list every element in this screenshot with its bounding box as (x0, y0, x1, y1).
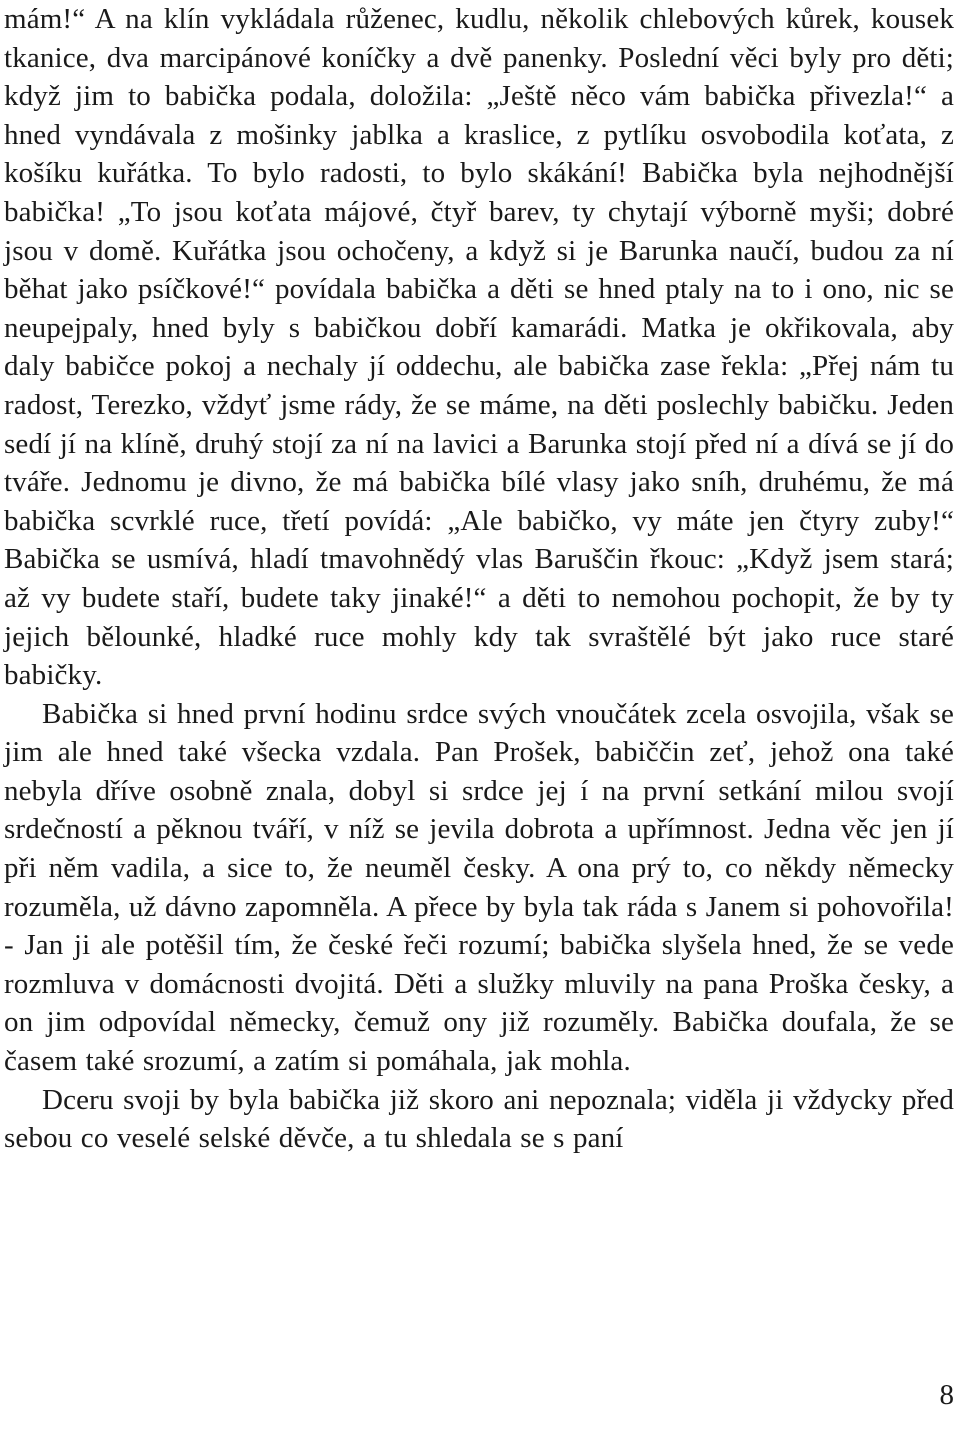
paragraph-1: mám!“ A na klín vykládala růženec, kudlu, několik chlebových kůrek, kousek tkanice, dva marcipánové koníčky a dvě panenky. Poslední věci byly pro děti; když jim to babička podala, doložila: „Ještě něco vám babička přivezla!“ a hned vyndávala z mošinky jablka a kraslice, z pytlíku osvobodila koťata, z košíku kuřátka. To bylo radosti, to bylo skákání! Babička byla nejhodnější babička! „To jsou koťata májové, čtyř barev, ty chytají výborně myši; dobré jsou v domě. Kuřátka jsou ochočeny, a když si je Barunka naučí, budou za ní běhat jako psíčkové!“ povídala babička a děti se hned ptaly na to i ono, nic se neupejpaly, hned byly s babičkou dobří kamarádi. Matka je okřikovala, aby daly babičce pokoj a nechaly jí oddechu, ale babička zase řekla: „Přej nám tu radost, Terezko, vždyť jsme rády, že se máme, na děti poslechly babičku. Jeden sedí jí na klíně, druhý stojí za ní na lavici a Barunka stojí před ní a dívá se jí do tváře. Jednomu je divno, že má babička bílé vlasy jako sníh, druhému, že má babička scvrklé ruce, třetí povídá: „Ale babičko, vy máte jen čtyry zuby!“ Babička se usmívá, hladí tmavohnědý vlas Baruščin řkouc: „Když jsem stará; až vy budete staří, budete taky jinaké!“ a děti to nemohou pochopit, že by ty jejich bělounké, hladké ruce mohly kdy tak svraštělé být jako ruce staré babičky. (4, 3, 954, 692)
page-number: 8 (939, 1379, 954, 1411)
paragraph-2: Babička si hned první hodinu srdce svých vnoučátek zcela osvojila, však se jim ale hned také všecka vzdala. Pan Prošek, babiččin zeť, jehož ona také nebyla dříve osobně znala, dobyl si srdce jej í na první setkání milou svojí srdečností a pěknou tváří, v níž se jevila dobrota a upřímnost. Jedna věc jen jí při něm vadila, a sice to, že neuměl česky. A ona prý to, co někdy německy rozuměla, už dávno zapomněla. A přece by byla tak ráda s Janem si pohovořila! - Jan ji ale potěšil tím, že české řeči rozumí; babička slyšela hned, že se vede rozmluva v domácnosti dvojitá. Děti a služky mluvily na pana Proška česky, a on jim odpovídal německy, čemuž ony již rozuměly. Babička doufala, že se časem také srozumí, a zatím si pomáhala, jak mohla. (4, 697, 954, 1078)
paragraph-3: Dceru svoji by byla babička již skoro ani nepoznala; viděla ji vždycky před sebou co veselé selské děvče, a tu shledala se s paní (4, 1083, 954, 1155)
page-body (4, 0, 954, 1158)
